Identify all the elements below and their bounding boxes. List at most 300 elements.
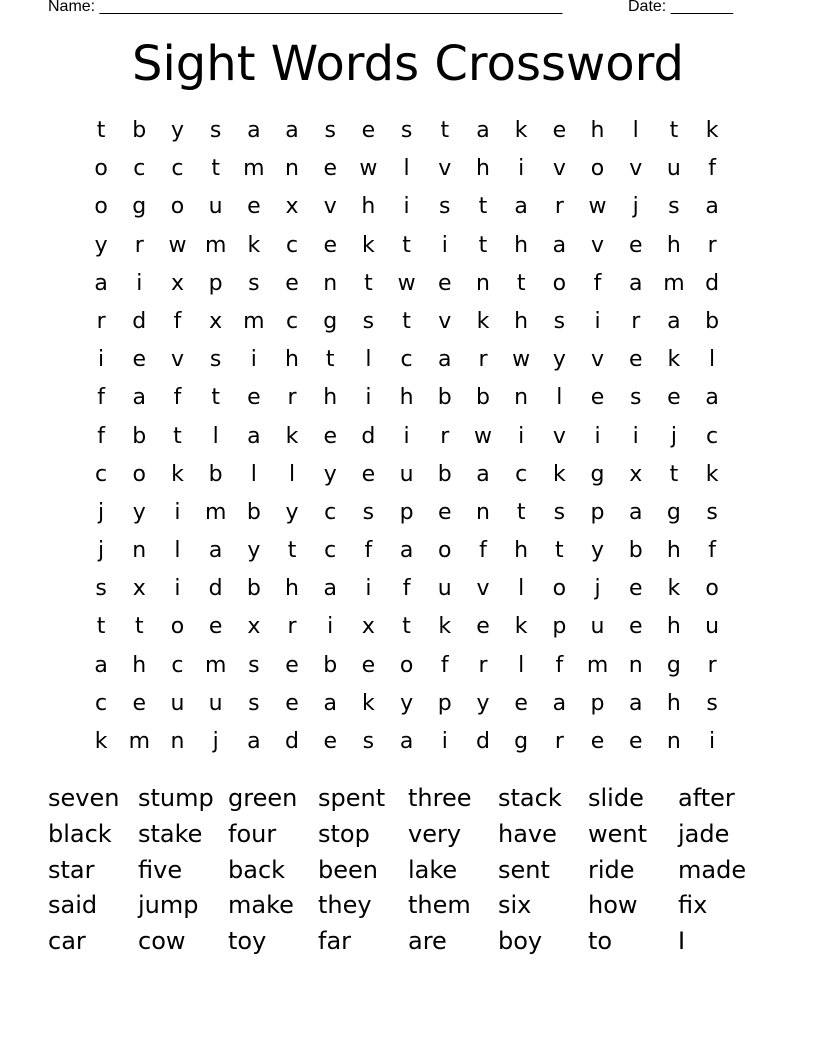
grid-cell[interactable]: f (173, 308, 182, 334)
grid-cell[interactable]: o (438, 538, 452, 564)
word-list-item: stack (498, 784, 562, 812)
grid-cell[interactable]: d (208, 576, 223, 602)
grid-cell[interactable]: a (399, 729, 414, 754)
grid-cell[interactable]: d (132, 308, 147, 334)
header-line (48, 0, 733, 16)
grid-cell[interactable]: k (438, 614, 452, 640)
grid-cell[interactable]: x (361, 614, 375, 640)
grid-cell[interactable]: g (132, 194, 147, 220)
grid-cell[interactable]: o (590, 156, 605, 182)
grid-cell[interactable]: o (94, 194, 108, 220)
word-list-item: them (408, 891, 471, 920)
grid-cell[interactable]: h (666, 614, 681, 640)
grid-cell[interactable]: f (708, 156, 716, 182)
grid-cell[interactable]: e (628, 614, 643, 640)
grid-cell[interactable]: j (212, 729, 219, 754)
grid-cell[interactable]: a (628, 270, 643, 296)
grid-cell[interactable]: a (667, 308, 681, 334)
grid-cell[interactable]: s (248, 690, 260, 716)
grid-cell[interactable]: s (209, 118, 222, 143)
grid-cell[interactable]: o (399, 652, 414, 678)
grid-cell[interactable]: k (705, 118, 719, 143)
grid-cell[interactable]: v (629, 156, 643, 182)
grid-cell[interactable]: i (365, 576, 372, 602)
grid-cell[interactable]: y (476, 690, 490, 716)
grid-cell[interactable]: a (628, 499, 643, 525)
grid-cell[interactable]: v (170, 347, 184, 373)
grid-cell[interactable]: i (98, 347, 105, 373)
grid-cell[interactable]: y (400, 690, 414, 716)
grid-cell[interactable]: o (705, 576, 719, 602)
grid-cell[interactable]: h (666, 538, 681, 564)
grid-cell[interactable]: i (441, 232, 448, 258)
grid-cell[interactable]: e (132, 347, 147, 373)
grid-cell[interactable]: j (98, 538, 105, 564)
grid-cell[interactable]: e (552, 118, 567, 143)
grid-cell[interactable]: u (590, 614, 605, 640)
grid-cell[interactable]: o (552, 576, 567, 602)
grid-cell[interactable]: r (707, 232, 717, 258)
grid-cell[interactable]: l (518, 576, 525, 602)
grid-cell[interactable]: u (666, 156, 681, 182)
grid-cell[interactable]: v (476, 576, 490, 602)
grid-cell[interactable]: e (323, 156, 337, 182)
grid-cell[interactable]: i (594, 308, 601, 334)
grid-cell[interactable]: n (475, 270, 490, 296)
grid-cell[interactable]: y (552, 347, 566, 373)
grid-cell[interactable]: o (552, 270, 567, 296)
grid-cell[interactable]: a (552, 232, 567, 258)
grid-cell[interactable]: s (668, 194, 680, 220)
grid-cell[interactable]: c (95, 461, 108, 487)
grid-cell[interactable]: i (250, 347, 257, 373)
grid-cell[interactable]: b (475, 385, 490, 411)
grid-cell[interactable]: g (590, 461, 605, 487)
word-list-item: three (408, 784, 472, 812)
grid-cell[interactable]: y (247, 538, 261, 564)
grid-cell[interactable]: a (705, 385, 719, 411)
grid-cell[interactable]: x (247, 614, 261, 640)
grid-cell[interactable]: v (591, 232, 605, 258)
grid-cell[interactable]: s (362, 308, 375, 334)
grid-cell[interactable]: g (323, 308, 338, 334)
grid-cell[interactable]: i (174, 499, 181, 525)
grid-cell[interactable]: h (514, 308, 529, 334)
grid-cell[interactable]: e (323, 423, 337, 449)
grid-cell[interactable]: h (590, 118, 605, 143)
grid-cell[interactable]: b (132, 118, 147, 143)
grid-cell[interactable]: e (438, 499, 452, 525)
grid-cell[interactable]: e (323, 729, 337, 754)
grid-cell[interactable]: l (174, 538, 181, 564)
grid-cell[interactable]: i (174, 576, 181, 602)
grid-cell[interactable]: s (439, 194, 451, 220)
grid-cell[interactable]: n (628, 652, 643, 678)
grid-cell[interactable]: w (512, 347, 531, 373)
grid-cell[interactable]: f (440, 652, 449, 678)
grid-cell[interactable]: y (132, 499, 146, 525)
grid-cell[interactable]: s (209, 347, 222, 373)
grid-cell[interactable]: e (132, 690, 147, 716)
grid-cell[interactable]: k (476, 308, 490, 334)
grid-cell[interactable]: l (556, 385, 563, 411)
grid-cell[interactable]: t (364, 270, 373, 296)
grid-cell[interactable]: l (403, 156, 410, 182)
grid-cell[interactable]: r (287, 385, 297, 411)
grid-cell[interactable]: k (514, 118, 528, 143)
grid-cell[interactable]: l (288, 461, 296, 487)
grid-cell[interactable]: j (98, 499, 105, 525)
grid-cell[interactable]: h (285, 347, 299, 373)
grid-cell[interactable]: n (170, 729, 185, 754)
grid-cell[interactable]: w (359, 156, 378, 182)
grid-cell[interactable]: r (631, 308, 641, 334)
grid-cell[interactable]: n (666, 729, 681, 754)
grid-cell[interactable]: k (362, 690, 375, 716)
grid-cell[interactable]: i (709, 729, 716, 754)
grid-cell[interactable]: u (399, 461, 414, 487)
grid-cell[interactable]: d (705, 270, 720, 296)
grid-cell[interactable]: j (632, 194, 639, 220)
grid-cell[interactable]: c (285, 232, 299, 258)
grid-cell[interactable]: h (132, 652, 147, 678)
grid-cell[interactable]: s (248, 652, 260, 678)
grid-cell[interactable]: a (514, 194, 528, 220)
grid-cell[interactable]: e (476, 614, 490, 640)
grid-cell[interactable]: u (208, 690, 223, 716)
grid-cell[interactable]: p (437, 690, 452, 716)
grid-cell[interactable]: s (553, 499, 566, 525)
grid-cell[interactable]: x (170, 270, 184, 296)
grid-cell[interactable]: n (514, 385, 529, 411)
grid-cell[interactable]: a (399, 538, 414, 564)
grid-cell[interactable]: u (437, 576, 452, 602)
grid-cell[interactable]: o (170, 614, 185, 640)
grid-cell[interactable]: t (173, 423, 182, 449)
grid-cell[interactable]: t (669, 461, 679, 487)
grid-cell[interactable]: j (594, 576, 601, 602)
grid-cell[interactable]: e (514, 690, 528, 716)
grid-cell[interactable]: h (666, 690, 681, 716)
grid-cell[interactable]: a (285, 118, 299, 143)
grid-cell[interactable]: r (707, 652, 717, 678)
grid-cell[interactable]: a (94, 270, 108, 296)
grid-cell[interactable]: u (208, 194, 223, 220)
grid-cell[interactable]: r (554, 729, 564, 754)
grid-cell[interactable]: y (285, 499, 299, 525)
grid-cell[interactable]: i (136, 270, 143, 296)
grid-cell[interactable]: k (285, 423, 299, 449)
grid-cell[interactable]: p (399, 499, 414, 525)
grid-cell[interactable]: m (586, 652, 609, 678)
grid-cell[interactable]: p (590, 499, 605, 525)
grid-cell[interactable]: b (208, 461, 223, 487)
grid-cell[interactable]: t (669, 118, 679, 143)
grid-cell[interactable]: v (552, 156, 566, 182)
grid-cell[interactable]: b (437, 461, 452, 487)
grid-cell[interactable]: i (365, 385, 372, 411)
grid-cell[interactable]: p (208, 270, 223, 296)
grid-cell[interactable]: n (475, 499, 490, 525)
name-field[interactable]: Name: ____________________________________________________ (48, 0, 563, 15)
grid-cell[interactable]: e (667, 385, 681, 411)
grid-cell[interactable]: x (285, 194, 299, 220)
grid-cell[interactable]: l (632, 118, 639, 143)
grid-cell[interactable]: g (514, 729, 529, 754)
grid-cell[interactable]: k (514, 614, 528, 640)
grid-cell[interactable]: u (170, 690, 185, 716)
grid-cell[interactable]: a (247, 423, 261, 449)
grid-cell[interactable]: h (399, 385, 414, 411)
grid-cell[interactable]: e (285, 690, 299, 716)
grid-cell[interactable]: t (402, 232, 411, 258)
grid-cell[interactable]: s (629, 385, 642, 411)
grid-cell[interactable]: w (397, 270, 416, 296)
grid-cell[interactable]: m (204, 652, 227, 678)
grid-cell[interactable]: c (171, 652, 184, 678)
grid-cell[interactable]: h (361, 194, 376, 220)
grid-cell[interactable]: o (170, 194, 185, 220)
grid-cell[interactable]: t (516, 270, 526, 296)
grid-cell[interactable]: f (555, 652, 564, 678)
grid-cell[interactable]: c (515, 461, 528, 487)
grid-cell[interactable]: w (588, 194, 607, 220)
grid-cell[interactable]: e (361, 652, 376, 678)
grid-cell[interactable]: c (133, 156, 146, 182)
word-list-item: sent (498, 855, 550, 884)
grid-cell[interactable]: n (132, 538, 147, 564)
grid-cell[interactable]: c (285, 308, 299, 334)
grid-cell[interactable]: f (402, 576, 411, 602)
grid-cell[interactable]: i (403, 423, 410, 449)
grid-cell[interactable]: t (402, 614, 411, 640)
grid-cell[interactable]: c (706, 423, 719, 449)
grid-cell[interactable]: t (440, 118, 450, 143)
grid-cell[interactable]: t (134, 614, 144, 640)
grid-cell[interactable]: c (95, 690, 108, 716)
grid-cell[interactable]: e (361, 118, 376, 143)
grid-cell[interactable]: a (323, 690, 337, 716)
grid-cell[interactable]: h (323, 385, 338, 411)
grid-cell[interactable]: a (132, 385, 147, 411)
grid-cell[interactable]: f (479, 538, 487, 564)
grid-cell[interactable]: v (591, 347, 605, 373)
grid-cell[interactable]: s (95, 576, 107, 602)
grid-cell[interactable]: a (208, 538, 223, 564)
grid-cell[interactable]: y (591, 538, 605, 564)
grid-cell[interactable]: w (473, 423, 492, 449)
grid-cell[interactable]: l (365, 347, 372, 373)
grid-cell[interactable]: l (250, 461, 257, 487)
grid-cell[interactable]: m (663, 270, 685, 296)
grid-cell[interactable]: b (323, 652, 338, 678)
grid-cell[interactable]: e (208, 614, 223, 640)
grid-cell[interactable]: k (705, 461, 719, 487)
grid-cell[interactable]: r (554, 194, 564, 220)
grid-cell[interactable]: s (706, 690, 718, 716)
grid-cell[interactable]: t (211, 156, 220, 182)
grid-cell[interactable]: f (708, 538, 716, 564)
grid-cell[interactable]: e (247, 385, 261, 411)
grid-cell[interactable]: x (209, 308, 223, 334)
grid-cell[interactable]: s (248, 270, 260, 296)
grid-cell[interactable]: v (438, 308, 452, 334)
grid-cell[interactable]: t (96, 118, 106, 143)
grid-cell[interactable]: b (246, 576, 261, 602)
grid-cell[interactable]: e (590, 729, 605, 754)
grid-cell[interactable]: i (441, 729, 448, 754)
grid-cell[interactable]: t (96, 614, 106, 640)
grid-cell[interactable]: l (212, 423, 219, 449)
grid-cell[interactable]: t (555, 538, 564, 564)
grid-cell[interactable]: t (478, 232, 488, 258)
grid-cell[interactable]: n (285, 156, 299, 182)
grid-cell[interactable]: e (361, 461, 376, 487)
word-list-item: black (48, 819, 112, 848)
grid-cell[interactable]: k (171, 461, 184, 487)
grid-cell[interactable]: t (325, 347, 335, 373)
grid-cell[interactable]: w (168, 232, 187, 258)
grid-cell[interactable]: o (94, 156, 108, 182)
grid-cell[interactable]: m (204, 499, 227, 525)
grid-cell[interactable]: r (478, 652, 488, 678)
grid-cell[interactable]: r (440, 423, 450, 449)
grid-cell[interactable]: m (128, 729, 150, 754)
grid-cell[interactable]: e (285, 652, 299, 678)
grid-cell[interactable]: j (670, 423, 677, 449)
grid-cell[interactable]: m (204, 232, 227, 258)
grid-cell[interactable]: y (170, 118, 184, 143)
grid-cell[interactable]: r (287, 614, 297, 640)
grid-cell[interactable]: g (666, 652, 681, 678)
grid-cell[interactable]: l (709, 347, 716, 373)
grid-cell[interactable]: k (94, 729, 108, 754)
grid-cell[interactable]: t (287, 538, 297, 564)
grid-cell[interactable]: t (516, 499, 526, 525)
grid-cell[interactable]: a (247, 729, 261, 754)
grid-cell[interactable]: v (438, 156, 452, 182)
grid-cell[interactable]: s (362, 499, 375, 525)
grid-cell[interactable]: a (476, 118, 490, 143)
grid-cell[interactable]: a (552, 690, 567, 716)
grid-cell[interactable]: b (628, 538, 643, 564)
grid-cell[interactable]: f (173, 385, 182, 411)
grid-cell[interactable]: s (400, 118, 413, 143)
grid-cell[interactable]: i (518, 156, 525, 182)
grid-cell[interactable]: e (628, 576, 643, 602)
grid-cell[interactable]: o (132, 461, 147, 487)
grid-cell[interactable]: h (514, 232, 529, 258)
grid-cell[interactable]: b (132, 423, 147, 449)
grid-cell[interactable]: i (632, 423, 639, 449)
grid-cell[interactable]: h (475, 156, 490, 182)
grid-cell[interactable]: c (171, 156, 184, 182)
grid-cell[interactable]: x (132, 576, 146, 602)
grid-cell[interactable]: u (705, 614, 720, 640)
grid-cell[interactable]: s (362, 729, 375, 754)
grid-cell[interactable]: a (94, 652, 108, 678)
grid-cell[interactable]: k (362, 232, 375, 258)
grid-cell[interactable]: c (400, 347, 413, 373)
grid-cell[interactable]: e (628, 729, 643, 754)
grid-cell[interactable]: a (438, 347, 452, 373)
grid-cell[interactable]: f (593, 270, 602, 296)
grid-cell[interactable]: r (478, 347, 488, 373)
grid-cell[interactable]: d (361, 423, 376, 449)
grid-cell[interactable]: r (134, 232, 144, 258)
grid-cell[interactable]: e (285, 270, 299, 296)
grid-cell[interactable]: g (666, 499, 681, 525)
grid-cell[interactable]: d (285, 729, 300, 754)
grid-cell[interactable]: h (285, 576, 299, 602)
grid-cell[interactable]: t (211, 385, 220, 411)
grid-cell[interactable]: i (327, 614, 334, 640)
grid-cell[interactable]: c (324, 499, 337, 525)
grid-cell[interactable]: a (476, 461, 490, 487)
grid-cell[interactable]: c (324, 538, 337, 564)
grid-cell[interactable]: r (96, 308, 106, 334)
grid-cell[interactable]: k (552, 461, 566, 487)
grid-cell[interactable]: k (247, 232, 261, 258)
grid-cell[interactable]: b (246, 499, 261, 525)
grid-cell[interactable]: a (705, 194, 719, 220)
grid-cell[interactable]: i (518, 423, 525, 449)
grid-cell[interactable]: e (628, 232, 643, 258)
grid-cell[interactable]: t (478, 194, 488, 220)
grid-cell[interactable]: h (666, 232, 681, 258)
grid-cell[interactable]: e (323, 232, 337, 258)
grid-cell[interactable]: l (518, 652, 525, 678)
grid-cell[interactable]: f (97, 423, 105, 449)
grid-cell[interactable]: s (706, 499, 718, 525)
grid-cell[interactable]: n (323, 270, 338, 296)
grid-cell[interactable]: k (667, 347, 681, 373)
grid-cell[interactable]: s (324, 118, 336, 143)
grid-cell[interactable]: y (94, 232, 108, 258)
grid-cell[interactable]: i (594, 423, 601, 449)
grid-cell[interactable]: d (475, 729, 490, 754)
grid-cell[interactable]: h (514, 538, 529, 564)
grid-cell[interactable]: f (364, 538, 373, 564)
grid-cell[interactable]: m (243, 308, 265, 334)
date-field[interactable]: Date: _______ (628, 0, 733, 15)
grid-cell[interactable]: k (667, 576, 681, 602)
grid-cell[interactable]: p (552, 614, 567, 640)
grid-cell[interactable]: s (553, 308, 566, 334)
grid-cell[interactable]: a (323, 576, 337, 602)
grid-cell[interactable]: a (628, 690, 643, 716)
grid-cell[interactable]: e (247, 194, 261, 220)
grid-cell[interactable]: t (402, 308, 411, 334)
grid-cell[interactable]: b (705, 308, 720, 334)
grid-cell[interactable]: a (247, 118, 261, 143)
grid-cell[interactable]: v (323, 194, 337, 220)
grid-cell[interactable]: e (438, 270, 452, 296)
grid-cell[interactable]: x (629, 461, 643, 487)
grid-cell[interactable]: e (590, 385, 605, 411)
grid-cell[interactable]: e (628, 347, 643, 373)
word-list-item: stop (318, 819, 370, 848)
word-list-item: very (408, 819, 462, 848)
grid-cell[interactable]: m (243, 156, 265, 182)
word-list-item: made (678, 855, 747, 884)
grid-cell[interactable]: f (97, 385, 105, 411)
grid-cell[interactable]: i (403, 194, 410, 220)
grid-cell[interactable]: v (552, 423, 566, 449)
grid-cell[interactable]: b (437, 385, 452, 411)
grid-cell[interactable]: p (590, 690, 605, 716)
grid-cell[interactable]: y (323, 461, 337, 487)
